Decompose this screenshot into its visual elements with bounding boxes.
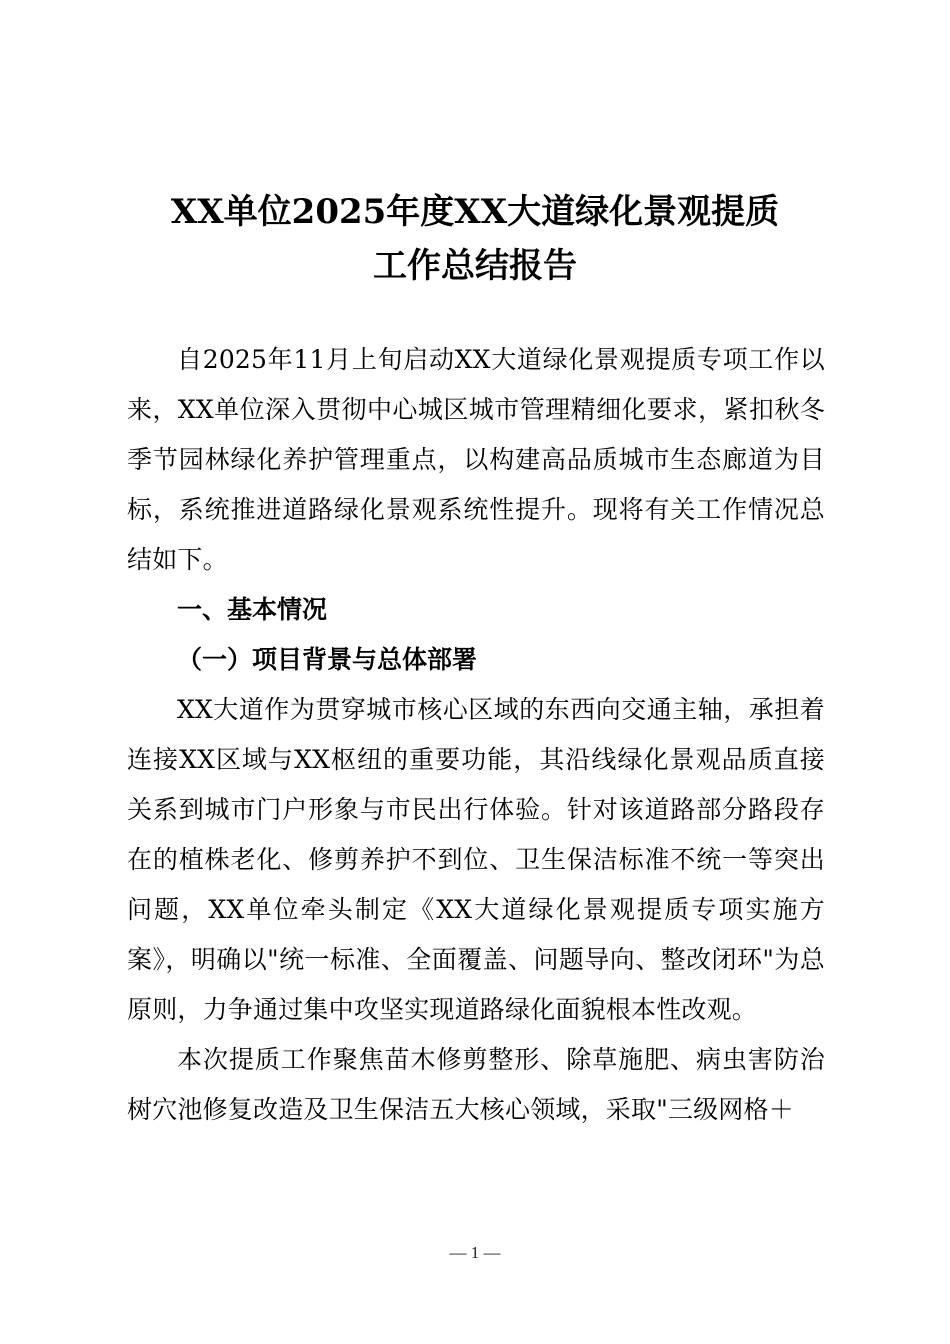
body-paragraph: 本次提质工作聚焦苗木修剪整形、除草施肥、病虫害防治树穴池修复改造及卫生保洁五大核心领域，采取"三级网格＋ (127, 1045, 825, 1124)
page-number: — 1 — (449, 1243, 501, 1262)
intro-paragraph: 自2025年11月上旬启动XX大道绿化景观提质专项工作以来，XX单位深入贯彻中心城区城市管理精细化要求，紧扣秋冬季节园林绿化养护管理重点，以构建高品质城市生态廊道为目标，系统推进道路绿化景观系统性提升。现将有关工作情况总结如下。 (127, 345, 825, 574)
document-title-line-2: 工作总结报告 (373, 246, 577, 286)
section-heading: 一、基本情况 (177, 595, 328, 624)
document-body (127, 335, 825, 1135)
subsection-heading: （一）项目背景与总体部署 (177, 645, 478, 674)
document-title-line-1: XX单位2025年度XX大道绿化景观提质 (170, 192, 780, 232)
body-paragraph: XX大道作为贯穿城市核心区域的东西向交通主轴，承担着连接XX区域与XX枢纽的重要功能，其沿线绿化景观品质直接关系到城市门户形象与市民出行体验。针对该道路部分路段存在的植株老化、修剪养护不到位、卫生保洁标准不统一等突出问题，XX单位牵头制定《XX大道绿化景观提质专项实施方案》，明确以"统一标准、全面覆盖、问题导向、整改闭环"为总原则，力争通过集中攻坚实现道路绿化面貌根本性改观。 (127, 695, 825, 1024)
